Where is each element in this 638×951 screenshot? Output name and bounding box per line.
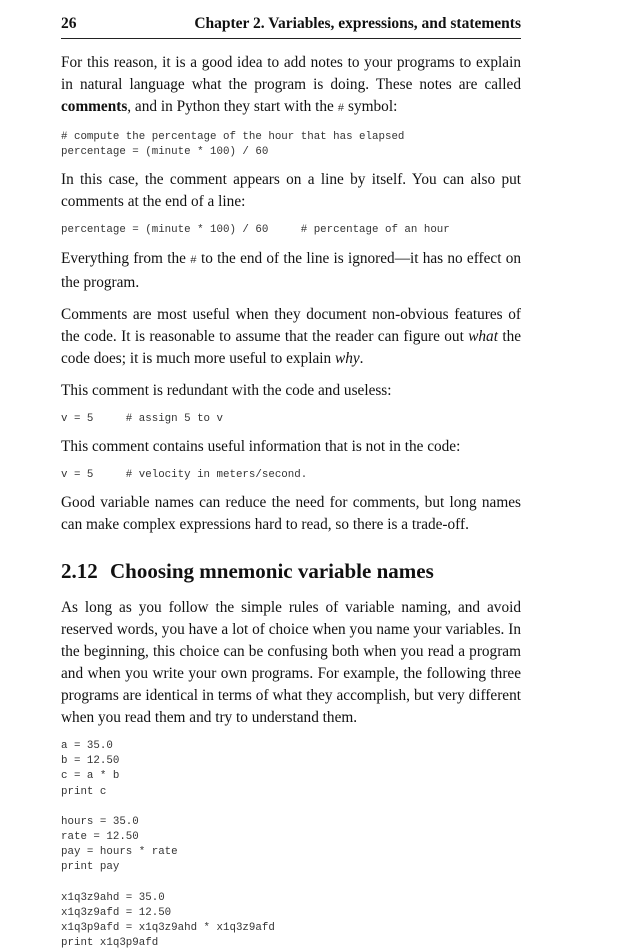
inline-code-hash: #	[337, 103, 345, 115]
code-example-inline-comment	[61, 223, 521, 238]
emphasis-why: why	[335, 349, 360, 367]
code-line: x1q3z9afd = 12.50	[61, 906, 172, 919]
code-example-comment-line	[61, 130, 521, 160]
header-rule	[61, 38, 521, 39]
code-program-3	[61, 891, 521, 951]
code-line: # compute the percentage of the hour that has elapsed	[61, 131, 405, 143]
code-line: percentage = (minute * 100) / 60	[61, 146, 269, 159]
code-line: rate = 12.50	[61, 831, 139, 844]
section-number: 2.12	[61, 559, 98, 584]
code-line: print x1q3p9afd	[61, 937, 159, 950]
text-run: For this reason, it is a good idea to add notes to your programs to explain in natural language what the program is doing. These notes are called	[61, 54, 521, 93]
code-example-redundant	[61, 412, 521, 427]
text-run: symbol:	[344, 98, 398, 115]
section-title: Choosing mnemonic variable names	[110, 559, 434, 584]
code-line: percentage = (minute * 100) / 60 # percentage of an hour	[61, 224, 450, 237]
paragraph-redundant: This comment is redundant with the code and useless:	[61, 381, 392, 399]
paragraph-end-of-line: In this case, the comment appears on a line by itself. You can also put comments at the end of a line:	[61, 171, 521, 211]
page-body	[61, 52, 521, 951]
term-comments: comments	[61, 98, 128, 115]
code-line: pay = hours * rate	[61, 846, 178, 859]
paragraph-useful-comments	[61, 304, 521, 370]
text-run: Everything from the	[61, 249, 191, 267]
text-run: Comments are most useful when they document non-obvious features of the code. It is reasonable to assume that the reader can figure out	[61, 305, 521, 345]
paragraph-mnemonic-intro: As long as you follow the simple rules of variable naming, and avoid reserved words, you have a lot of choice when you name your variables. In the beginning, this choice can be confusing both when you read a program and when you write your own programs. For example, the following three programs are identical in terms of what they accomplish, but very different when you read them and try to understand them.	[61, 599, 521, 727]
code-line: hours = 35.0	[61, 815, 139, 828]
paragraph-tradeoff: Good variable names can reduce the need for comments, but long names can make complex expressions hard to read, so there is a trade-off.	[61, 494, 521, 534]
code-line: print c	[61, 785, 107, 798]
code-line: a = 35.0	[61, 740, 113, 753]
code-line: v = 5 # velocity in meters/second.	[61, 468, 308, 481]
code-line: c = a * b	[61, 770, 120, 783]
text-run: to the end of the line is ignored—it has no effect on the program.	[61, 249, 521, 291]
code-example-useful	[61, 468, 521, 483]
inline-code-hash: #	[190, 254, 197, 267]
text-run: , and in Python they start with the	[127, 98, 338, 115]
code-program-2	[61, 815, 521, 876]
code-gap	[61, 800, 521, 815]
paragraph-useful-info: This comment contains useful information that is not in the code:	[61, 437, 461, 455]
chapter-title: Chapter 2. Variables, expressions, and statements	[194, 15, 521, 32]
running-header	[61, 15, 521, 37]
code-line: x1q3p9afd = x1q3z9ahd * x1q3z9afd	[61, 922, 275, 935]
text-run: the code does; it is much more useful to explain	[61, 327, 522, 367]
emphasis-what: what	[468, 327, 498, 345]
code-gap	[61, 876, 521, 891]
code-line: b = 12.50	[61, 755, 120, 768]
section-heading	[61, 558, 521, 584]
paragraph-ignored	[61, 248, 521, 294]
text-run: .	[359, 349, 364, 367]
code-line: v = 5 # assign 5 to v	[61, 412, 223, 425]
code-line: print pay	[61, 861, 120, 874]
code-line: x1q3z9ahd = 35.0	[61, 891, 165, 904]
paragraph-comments-intro	[61, 52, 521, 120]
page-number: 26	[61, 15, 77, 32]
code-program-1	[61, 739, 521, 800]
